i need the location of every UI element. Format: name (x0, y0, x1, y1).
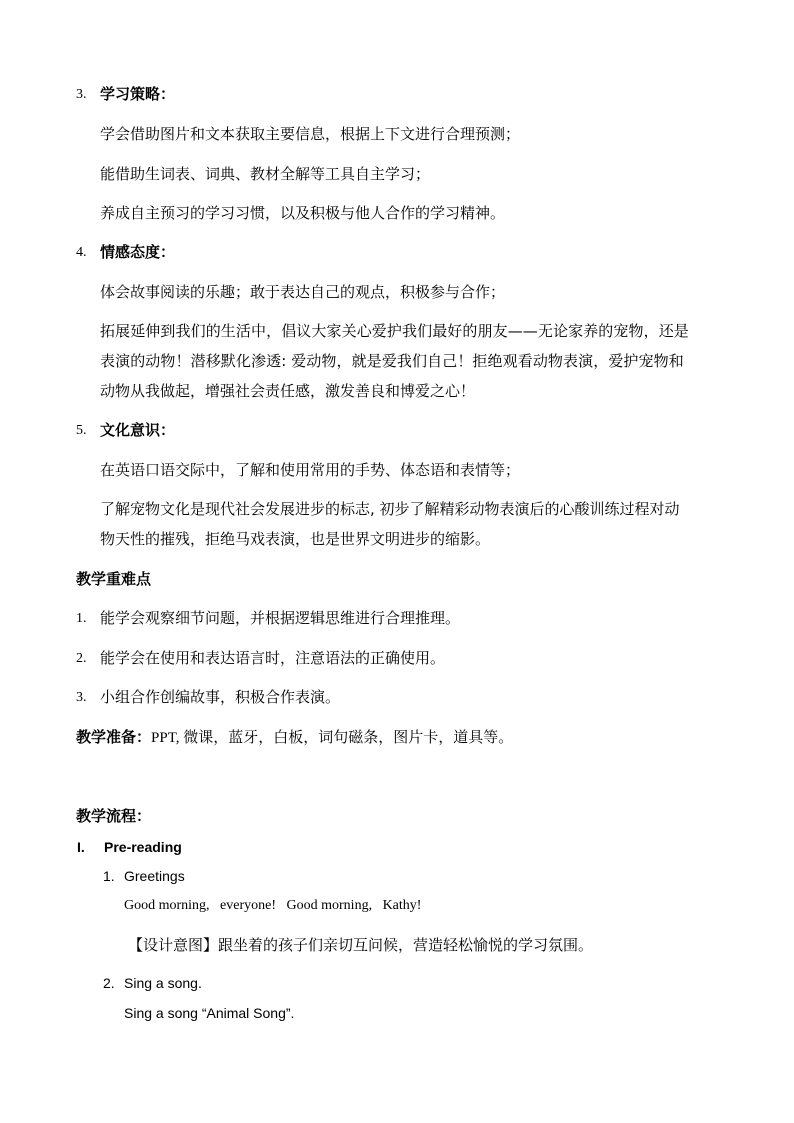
step-title-greetings: Greetings (124, 868, 185, 884)
step-number: 1. (103, 868, 115, 884)
paragraph-line: 拓展延伸到我们的生活中，倡议大家关心爱护我们最好的朋友——无论家养的宠物，还是 (100, 322, 689, 340)
section-title-prereading: Pre-reading (104, 839, 182, 855)
song-line: Sing a song “Animal Song”. (124, 1005, 295, 1021)
design-intent-note: 【设计意图】跟坐着的孩子们亲切互问候，营造轻松愉悦的学习氛围。 (128, 936, 594, 954)
item-number: 3. (76, 690, 87, 705)
paragraph-line: 了解宠物文化是现代社会发展进步的标志, 初步了解精彩动物表演后的心酸训练过程对动 (100, 500, 680, 518)
paragraph-line: 物天性的摧残，拒绝马戏表演，也是世界文明进步的缩影。 (100, 530, 491, 548)
key-point-text: 小组合作创编故事，积极合作表演。 (100, 688, 341, 706)
section-title-strategy: 学习策略： (100, 85, 176, 103)
section-title-emotion: 情感态度： (100, 243, 176, 261)
item-number: 2. (76, 651, 87, 666)
paragraph-line: 养成自主预习的学习习惯，以及积极与他人合作的学习精神。 (100, 204, 506, 222)
step-title-song: Sing a song. (124, 975, 202, 991)
item-number: 5. (76, 423, 87, 438)
key-points-heading: 教学重难点 (76, 570, 152, 588)
key-point-text: 能学会在使用和表达语言时，注意语法的正确使用。 (100, 649, 446, 667)
item-number: 4. (76, 245, 87, 260)
process-heading: 教学流程： (76, 807, 152, 825)
paragraph-line: 表演的动物！潜移默化渗透: 爱动物，就是爱我们自己！拒绝观看动物表演，爱护宠物和 (100, 352, 684, 370)
paragraph-line: 动物从我做起，增强社会责任感，激发善良和博爱之心！ (100, 382, 476, 400)
paragraph-line: 学会借助图片和文本获取主要信息，根据上下文进行合理预测； (100, 125, 521, 143)
step-number: 2. (103, 975, 115, 991)
section-numeral: I. (77, 839, 85, 855)
preparation-text: PPT, 微课，蓝牙，白板，词句磁条，图片卡，道具等。 (151, 730, 514, 746)
preparation-label: 教学准备： (76, 728, 152, 746)
key-point-text: 能学会观察细节问题，并根据逻辑思维进行合理推理。 (100, 609, 461, 627)
item-number: 1. (76, 611, 87, 626)
section-title-culture: 文化意识： (100, 421, 176, 439)
paragraph-line: 能借助生词表、词典、教材全解等工具自主学习； (100, 165, 431, 183)
item-number: 3. (76, 87, 87, 102)
greeting-line: Good morning, everyone! Good morning, Kathy! (124, 898, 422, 913)
paragraph-line: 在英语口语交际中，了解和使用常用的手势、体态语和表情等； (100, 461, 521, 479)
preparation-line (76, 727, 513, 748)
paragraph-line: 体会故事阅读的乐趣；敢于表达自己的观点，积极参与合作； (100, 283, 506, 301)
